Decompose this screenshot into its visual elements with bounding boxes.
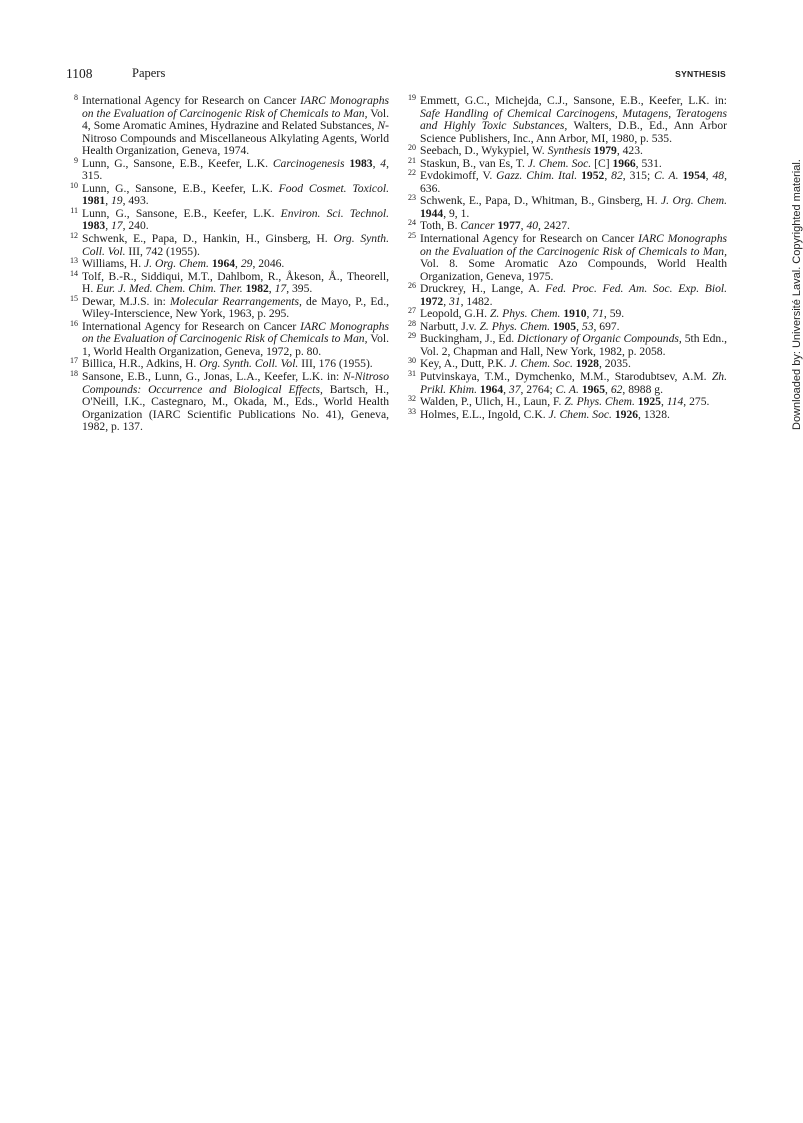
reference-text: , 423. [616,144,643,158]
reference-text: Schwenk, E., Papa, D., Whitman, B., Ginsberg, H. [420,194,662,208]
reference-number: 27 [408,306,416,316]
reference-text: , 2764; [520,382,556,396]
reference-item [404,333,727,358]
reference-text: 17 [110,219,123,233]
reference-number: 33 [408,406,416,416]
reference-text: Seebach, D., Wykypiel, W. [420,144,548,158]
reference-text: 1983 [82,219,106,233]
reference-item [66,268,389,296]
reference-text: Williams, H. [82,257,145,271]
reference-item [404,95,727,145]
reference-text: 1928 [575,357,599,371]
reference-item [404,195,727,220]
reference-text: -Nitroso Compounds and Miscellaneous Alkylating Agents, World Health Organization, Geneva, 1974. [82,119,389,158]
reference-text: [C] [591,156,613,170]
reference-number: 24 [408,218,416,228]
reference-text: Vol. 8. Some Aromatic Azo Compounds, World Health Organization, Geneva, 1975. [420,257,727,283]
download-notice: Downloaded by: Université Laval. Copyrighted material. [791,159,803,430]
reference-item [404,233,727,283]
reference-text: Toth, B. [420,219,461,233]
reference-text: International Agency for Research on Cancer [82,319,301,333]
reference-text: Molecular Rearrangements, [169,294,302,308]
reference-text: Lunn, G., Sansone, E.B., Keefer, L.K. [82,156,273,170]
reference-text: Food Cosmet. Toxicol. [278,181,389,195]
reference-text: J. Chem. Soc. [548,407,612,421]
reference-text: Holmes, E.L., Ingold, C.K. [420,407,549,421]
reference-text: Environ. Sci. Technol. [280,206,389,220]
reference-text: 1954 [682,169,706,183]
reference-text: de Mayo, P., Ed., Wiley-Interscience, New York, 1963, p. 295. [82,294,389,321]
reference-text: 19 [110,194,123,208]
reference-text: , [576,319,582,333]
reference-text: 1981 [82,194,106,208]
reference-text: Z. Phys. Chem. [564,395,635,409]
reference-text: Org. Synth. Coll. Vol. [199,357,299,371]
reference-text: International Agency for Research on Cancer [420,232,639,246]
reference-text: 1964 [211,257,236,271]
reference-text: IARC Monographs on the Evaluation of the Carcinogenic Risk of Chemicals to Man, [420,232,728,258]
reference-text: 31 [448,294,461,308]
reference-text: Gazz. Chim. Ital. [496,169,578,183]
reference-text: 1979 [593,144,617,158]
reference-text: Safe Handling of Chemical Carcinogens, Mutagens, Teratogens and Highly Toxic Substances, [420,106,727,133]
reference-number: 16 [70,318,78,328]
reference-text: Key, A., Dutt, P.K. [420,357,510,371]
reference-text: Eur. J. Med. Chem. Chim. Ther. [96,282,243,296]
reference-item [66,205,389,233]
reference-text: III, 176 (1955). [298,357,373,371]
reference-text: , [503,382,509,396]
reference-text: , 697. [593,319,620,333]
reference-text: , [660,395,667,409]
reference-text: 1905 [552,319,577,333]
reference-text: C. A. [654,169,679,183]
reference-text: Z. Phys. Chem. [479,319,550,333]
reference-text: , [604,169,612,183]
reference-text: Cancer [460,219,495,233]
reference-text: IARC Monographs on the Evaluation of Carcinogenic Risk of Chemicals to Man, [82,319,390,346]
reference-item [66,180,389,208]
reference-number: 29 [408,331,416,341]
reference-text: 1925 [637,395,661,409]
reference-text: , [443,294,449,308]
reference-text: Dewar, M.J.S. in: [82,294,170,308]
reference-text: 48 [712,169,725,183]
reference-text: Buckingham, J., Ed. [420,332,518,346]
reference-number: 31 [408,369,416,379]
reference-text: 29 [240,257,253,271]
reference-text: J. Chem. Soc. [509,357,573,371]
reference-text: Lunn, G., Sansone, E.B., Keefer, L.K. [82,206,281,220]
reference-text: Lunn, G., Sansone, E.B., Keefer, L.K. [82,181,279,195]
reference-item [404,283,727,308]
reference-number: 22 [408,168,416,178]
reference-text: 71 [592,307,604,321]
reference-text: Tolf, B.-R., Siddiqui, M.T., Dahlbom, R., Åkeson, Å., Theorell, H. [82,269,389,296]
reference-number: 28 [408,318,416,328]
reference-text: , [586,307,593,321]
references-left-column [66,95,389,434]
reference-text: , 1328. [638,407,670,421]
reference-text: Putvinskaya, T.M., Dymchenko, M.M., Starodubtsev, A.M. [420,370,712,384]
reference-text: , 59. [603,307,625,321]
reference-text: , 2035. [598,357,631,371]
page-header [66,66,726,82]
reference-number: 32 [408,394,416,404]
reference-text: 53 [581,319,594,333]
reference-text: , 315. [82,156,389,183]
reference-text: , [705,169,713,183]
reference-text: Vol. 1, World Health Organization, Geneva, 1972, p. 80. [82,332,389,358]
reference-text: IARC Monographs on the Evaluation of Carcinogenic Risk of Chemicals to Man, [82,94,390,120]
reference-text: 1983 [349,156,373,170]
reference-text: 1965 [581,382,606,396]
reference-text: N-Nitroso Compounds: Occurrence and Biological Effects, [82,370,389,396]
reference-text: 82 [611,169,623,183]
reference-text: J. Org. Chem. [144,257,209,271]
reference-number: 17 [70,356,78,366]
reference-text: N [377,119,386,133]
reference-number: 21 [408,155,416,165]
reference-text: Z. Phys. Chem. [489,307,561,321]
reference-text: , [105,194,111,208]
reference-text: 1926 [614,407,639,421]
reference-text: 1964 [479,382,504,396]
reference-text: Druckrey, H., Lange, A. [420,282,546,296]
reference-text: J. Chem. Soc. [527,156,592,170]
reference-text: 1977 [497,219,521,233]
reference-text: , 531. [635,156,662,170]
reference-number: 8 [74,93,78,102]
reference-text: Narbutt, J.v. [420,319,480,333]
reference-text: Leopold, G.H. [420,307,490,321]
reference-item [66,233,389,258]
reference-number: 30 [408,356,416,366]
reference-item [404,170,727,195]
reference-number: 12 [70,231,78,241]
reference-item [404,406,727,422]
reference-number: 25 [408,231,416,241]
reference-text: Zh. Prikl. Khim. [420,370,727,396]
reference-text: , 8988 g. [622,382,663,396]
reference-text: Walden, P., Ulich, H., Laun, F. [420,395,565,409]
reference-text: 37 [508,382,521,396]
reference-number: 14 [70,268,78,278]
reference-number: 20 [408,143,416,153]
reference-text: 1952 [581,169,605,183]
reference-text: , [105,219,111,233]
reference-number: 11 [70,205,78,215]
reference-text: J. Org. Chem. [661,194,727,208]
reference-item [66,318,390,359]
reference-text: Walters, D.B., Ed., Ann Arbor Science Publishers, Inc., Ann Arbor, MI, 1980, p. 535. [420,119,727,145]
reference-text: Carcinogenesis [272,156,345,170]
journal-name: SYNTHESIS [675,69,726,79]
reference-text: , 9, 1. [443,206,470,220]
reference-text: , [520,219,527,233]
reference-number: 18 [70,369,78,379]
reference-text: Emmett, G.C., Michejda, C.J., Sansone, E.B., Keefer, L.K. in: [420,94,727,107]
reference-text: 40 [526,219,539,233]
reference-text: , [605,382,611,396]
reference-text: International Agency for Research on Cancer [82,94,301,107]
reference-text: 62 [610,382,623,396]
reference-text: III, 742 (1955). [125,244,200,258]
reference-number: 26 [408,281,416,291]
reference-text: , 240. [122,219,149,233]
reference-text: , 1482. [460,294,493,308]
reference-number: 10 [70,180,78,190]
reference-item [66,293,389,321]
reference-text: Org. Synth. Coll. Vol. [82,232,389,258]
reference-text: 1972 [420,294,444,308]
reference-number: 19 [408,93,416,102]
reference-text: 17 [274,282,287,296]
reference-number: 15 [70,293,78,303]
reference-text: Sansone, E.B., Lunn, G., Jonas, L.A., Keefer, L.K. in: [82,370,344,384]
reference-text: , 395. [286,282,313,296]
reference-text: Synthesis [547,144,591,158]
reference-text: , 2427. [538,219,570,233]
reference-text: , 315; [622,169,655,183]
reference-text: , 493. [122,194,149,208]
section-title: Papers [132,66,166,80]
reference-text: Fed. Proc. Fed. Am. Soc. Exp. Biol. [545,282,727,296]
reference-item [66,371,389,434]
reference-text: , 275. [683,395,710,409]
reference-text: 4 [380,156,387,170]
references-right-column [404,95,727,421]
reference-text: 1944 [420,206,444,220]
reference-text: 1910 [563,307,587,321]
reference-text: , 636. [420,169,727,195]
reference-text: Schwenk, E., Papa, D., Hankin, H., Ginsberg, H. [82,232,334,246]
reference-text: Vol. 4, Some Aromatic Amines, Hydrazine and Related Substances, [82,106,389,133]
reference-text: 1982 [245,282,269,296]
reference-text: , [372,156,381,170]
reference-text: Dictionary of Organic Compounds, [517,332,682,346]
reference-text: , [235,257,241,271]
reference-text: Bartsch, H., O'Neill, I.K., Castegnaro, M., Okada, M., Eds., World Health Organization (IARC Scientific Publications No. 41), Geneva, 1982, p. 137. [82,382,389,434]
reference-item [66,95,389,158]
reference-number: 23 [408,193,416,203]
reference-text: C. A. [555,382,579,396]
page-number: 1108 [66,66,93,81]
reference-text: , 2046. [252,257,285,271]
reference-text: Staskun, B., van Es, T. [420,156,528,170]
reference-number: 13 [70,256,78,266]
reference-text: Billica, H.R., Adkins, H. [82,357,200,371]
reference-number: 9 [74,155,78,165]
reference-item [66,155,389,183]
reference-item [404,371,727,396]
reference-text: 5th Edn., Vol. 2, Chapman and Hall, New York, 1982, p. 2058. [420,332,727,358]
reference-text: 114 [666,395,684,409]
reference-text: 1966 [612,156,636,170]
reference-text: Evdokimoff, V. [420,169,497,183]
reference-text: , [268,282,275,296]
